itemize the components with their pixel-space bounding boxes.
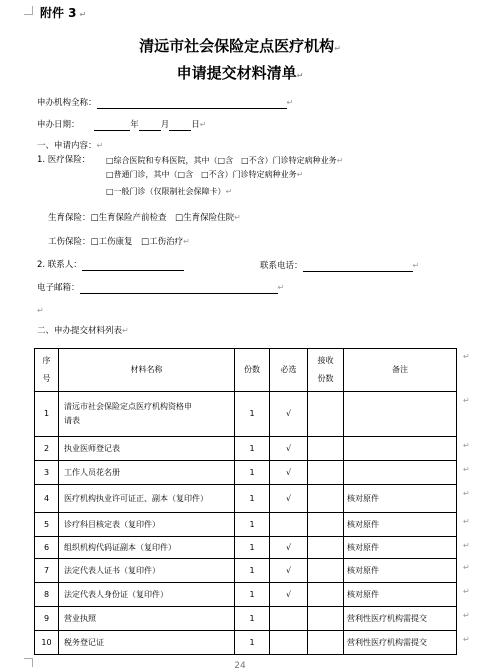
header-note: 备注 [344,349,457,392]
row-copies: 1 [235,607,270,631]
row-end-mark: ↵ [463,611,470,620]
row-number: 1 [35,392,59,437]
email-field: 电子邮箱： ↵ [37,283,285,293]
table-row [35,392,457,437]
date-year-blank[interactable] [94,121,130,131]
header-seq: 序 号 [35,349,59,392]
table-row [35,583,457,607]
table-row [35,631,457,655]
row-required: √ [270,437,308,461]
header-required: 必选 [270,349,308,392]
paragraph-mark: ↵ [37,306,44,315]
row-material-name: 税务登记证 [59,631,235,655]
medical-option-hospital[interactable]: □综合医院和专科医院，其中（□含 □不含）门诊特定病种业务↵ [106,156,344,165]
row-note: 核对原件 [344,583,457,607]
row-received[interactable] [308,437,344,461]
row-number: 7 [35,559,59,583]
contact-phone-blank[interactable] [303,262,413,272]
row-number: 9 [35,607,59,631]
date-day-blank[interactable] [169,121,191,131]
header-copies: 份数 [235,349,270,392]
row-end-mark: ↵ [463,587,470,596]
header-material-name: 材料名称 [59,349,235,392]
row-material-name: 清远市社会保险定点医疗机构资格申 请表 [59,392,235,437]
document-title-line1: 清远市社会保险定点医疗机构↵ [139,37,341,55]
row-end-mark: ↵ [463,441,470,450]
row-number: 10 [35,631,59,655]
row-material-name: 诊疗科目核定表（复印件） [59,513,235,537]
row-copies: 1 [235,485,270,513]
row-received[interactable] [308,559,344,583]
row-material-name: 组织机构代码证副本（复印件） [59,537,235,559]
contact-person-field: 2. 联系人： [37,260,184,271]
row-end-mark: ↵ [463,465,470,474]
table-row [35,559,457,583]
row-copies: 1 [235,461,270,485]
injury-options[interactable]: □工伤康复 □工伤治疗 [90,237,184,247]
row-required: √ [270,392,308,437]
row-received[interactable] [308,583,344,607]
row-material-name: 法定代表人证书（复印件） [59,559,235,583]
row-note [344,461,457,485]
date-month-blank[interactable] [139,121,161,131]
row-copies: 1 [235,583,270,607]
row-material-name: 医疗机构执业许可证正、副本（复印件） [59,485,235,513]
row-received[interactable] [308,392,344,437]
row-required: √ [270,537,308,559]
table-row [35,513,457,537]
row-copies: 1 [235,392,270,437]
injury-insurance-row: 工伤保险：□工伤康复 □工伤治疗↵ [48,237,190,247]
row-required [270,513,308,537]
corner-mark-top-left [24,6,33,15]
row-note: 核对原件 [344,537,457,559]
row-received[interactable] [308,513,344,537]
row-required: √ [270,583,308,607]
row-note [344,437,457,461]
row-copies: 1 [235,559,270,583]
row-copies: 1 [235,537,270,559]
contact-person-blank[interactable] [82,261,184,271]
row-end-mark: ↵ [463,517,470,526]
table-row [35,537,457,559]
row-required [270,631,308,655]
page-number: 24 [234,661,246,671]
row-note: 营利性医疗机构需提交 [344,631,457,655]
row-note: 核对原件 [344,485,457,513]
row-end-mark: ↵ [463,541,470,550]
row-required: √ [270,485,308,513]
row-material-name: 法定代表人身份证（复印件） [59,583,235,607]
row-required [270,607,308,631]
materials-table [34,348,457,655]
org-name-field: 申办机构全称： ↵ [37,98,294,108]
section-materials-list: 二、申办提交材料列表↵ [37,326,129,336]
row-received[interactable] [308,631,344,655]
row-end-mark: ↵ [463,635,470,644]
table-row [35,461,457,485]
row-end-mark: ↵ [463,396,470,405]
header-received: 接收 份数 [308,349,344,392]
row-number: 3 [35,461,59,485]
row-copies: 1 [235,437,270,461]
row-number: 2 [35,437,59,461]
medical-option-general[interactable]: □一般门诊（仅限制社会保障卡）↵ [106,187,233,196]
row-material-name: 工作人员花名册 [59,461,235,485]
section-application-content: 一、申请内容：↵ [37,141,104,151]
row-number: 4 [35,485,59,513]
row-note [344,392,457,437]
row-number: 6 [35,537,59,559]
row-required: √ [270,461,308,485]
row-copies: 1 [235,513,270,537]
row-note: 核对原件 [344,559,457,583]
maternity-options[interactable]: □生育保险产前检查 □生育保险住院 [90,213,235,223]
table-header-row [35,349,457,392]
medical-insurance-label: 1. 医疗保险： [37,155,91,165]
row-number: 5 [35,513,59,537]
attachment-label: 附件 3 ↵ [40,6,87,20]
medical-option-outpatient[interactable]: □普通门诊，其中（□含 □不含）门诊特定病种业务↵ [106,170,304,179]
document-title-line2: 申请提交材料清单↵ [176,64,304,82]
row-received[interactable] [308,537,344,559]
row-end-mark: ↵ [463,563,470,572]
date-field: 申办日期： 年 月 日↵ [37,120,207,130]
row-note: 营利性医疗机构需提交 [344,607,457,631]
row-received[interactable] [308,461,344,485]
email-blank[interactable] [80,284,278,294]
table-row [35,437,457,461]
maternity-insurance-row: 生育保险：□生育保险产前检查 □生育保险住院↵ [48,213,241,223]
table-row [35,485,457,513]
org-name-blank[interactable] [97,99,287,109]
row-end-mark: ↵ [463,352,470,361]
row-number: 8 [35,583,59,607]
row-note: 核对原件 [344,513,457,537]
row-received[interactable] [308,607,344,631]
table-row [35,607,457,631]
row-received[interactable] [308,485,344,513]
row-material-name: 执业医师登记表 [59,437,235,461]
row-copies: 1 [235,631,270,655]
row-required: √ [270,559,308,583]
row-end-mark: ↵ [463,489,470,498]
contact-phone-field: 联系电话： ↵ [260,261,420,271]
row-material-name: 营业执照 [59,607,235,631]
